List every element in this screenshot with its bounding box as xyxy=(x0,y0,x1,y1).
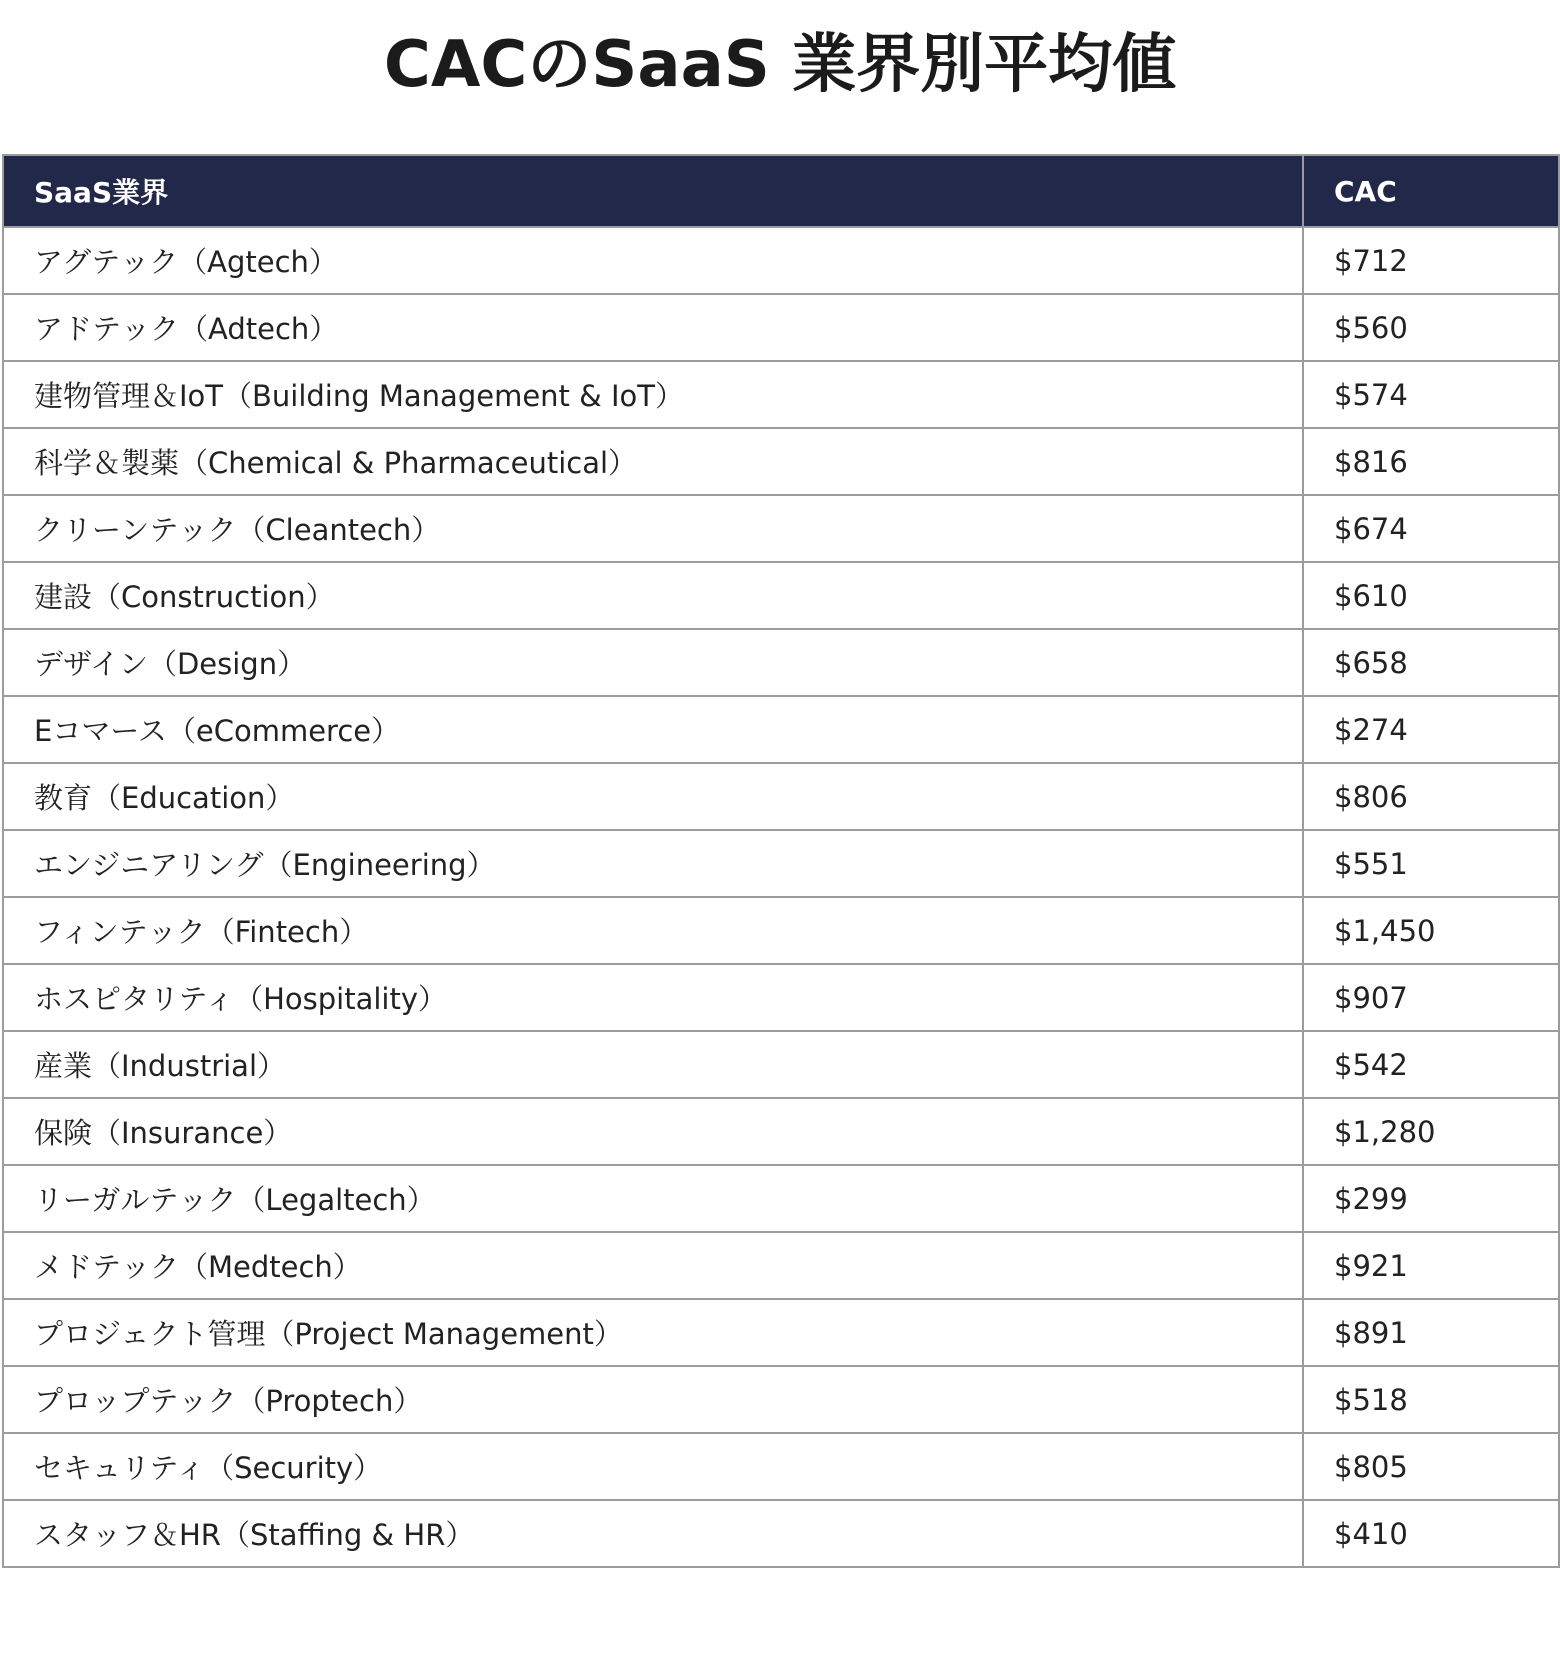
table-row xyxy=(3,830,1559,897)
cac-table xyxy=(2,154,1560,1568)
cac-cell: $560 xyxy=(1303,294,1559,361)
table-body xyxy=(3,227,1559,1567)
column-header-cac: CAC xyxy=(1303,155,1559,227)
industry-cell: フィンテック（Fintech） xyxy=(3,897,1303,964)
industry-cell: プロジェクト管理（Project Management） xyxy=(3,1299,1303,1366)
cac-cell: $274 xyxy=(1303,696,1559,763)
industry-cell: エンジニアリング（Engineering） xyxy=(3,830,1303,897)
cac-cell: $610 xyxy=(1303,562,1559,629)
cac-cell: $921 xyxy=(1303,1232,1559,1299)
industry-cell: スタッフ＆HR（Staffing & HR） xyxy=(3,1500,1303,1567)
cac-cell: $542 xyxy=(1303,1031,1559,1098)
industry-cell: 科学＆製薬（Chemical & Pharmaceutical） xyxy=(3,428,1303,495)
table-row xyxy=(3,1299,1559,1366)
industry-cell: アグテック（Agtech） xyxy=(3,227,1303,294)
table-row xyxy=(3,1433,1559,1500)
cac-cell: $410 xyxy=(1303,1500,1559,1567)
table-row xyxy=(3,1031,1559,1098)
table-row xyxy=(3,1098,1559,1165)
table-row xyxy=(3,361,1559,428)
cac-cell: $551 xyxy=(1303,830,1559,897)
table-row xyxy=(3,763,1559,830)
table-row xyxy=(3,1500,1559,1567)
cac-cell: $518 xyxy=(1303,1366,1559,1433)
table-row xyxy=(3,1232,1559,1299)
table-row xyxy=(3,428,1559,495)
cac-cell: $891 xyxy=(1303,1299,1559,1366)
industry-cell: アドテック（Adtech） xyxy=(3,294,1303,361)
table-header-row xyxy=(3,155,1559,227)
industry-cell: メドテック（Medtech） xyxy=(3,1232,1303,1299)
cac-cell: $658 xyxy=(1303,629,1559,696)
column-header-industry: SaaS業界 xyxy=(3,155,1303,227)
table-row xyxy=(3,562,1559,629)
table-row xyxy=(3,1366,1559,1433)
industry-cell: プロップテック（Proptech） xyxy=(3,1366,1303,1433)
cac-cell: $1,280 xyxy=(1303,1098,1559,1165)
cac-cell: $907 xyxy=(1303,964,1559,1031)
cac-cell: $805 xyxy=(1303,1433,1559,1500)
table-row xyxy=(3,294,1559,361)
industry-cell: リーガルテック（Legaltech） xyxy=(3,1165,1303,1232)
industry-cell: デザイン（Design） xyxy=(3,629,1303,696)
industry-cell: 保険（Insurance） xyxy=(3,1098,1303,1165)
cac-cell: $674 xyxy=(1303,495,1559,562)
cac-cell: $806 xyxy=(1303,763,1559,830)
table-row xyxy=(3,897,1559,964)
table-row xyxy=(3,1165,1559,1232)
cac-cell: $816 xyxy=(1303,428,1559,495)
cac-cell: $299 xyxy=(1303,1165,1559,1232)
cac-cell: $574 xyxy=(1303,361,1559,428)
cac-table-container xyxy=(2,154,1558,1568)
industry-cell: 教育（Education） xyxy=(3,763,1303,830)
table-row xyxy=(3,629,1559,696)
industry-cell: 建物管理＆IoT（Building Management & IoT） xyxy=(3,361,1303,428)
page-title: CACのSaaS 業界別平均値 xyxy=(383,28,1177,102)
table-row xyxy=(3,696,1559,763)
table-row xyxy=(3,495,1559,562)
cac-cell: $712 xyxy=(1303,227,1559,294)
industry-cell: 建設（Construction） xyxy=(3,562,1303,629)
industry-cell: 産業（Industrial） xyxy=(3,1031,1303,1098)
table-row xyxy=(3,964,1559,1031)
industry-cell: クリーンテック（Cleantech） xyxy=(3,495,1303,562)
industry-cell: ホスピタリティ（Hospitality） xyxy=(3,964,1303,1031)
industry-cell: Eコマース（eCommerce） xyxy=(3,696,1303,763)
industry-cell: セキュリティ（Security） xyxy=(3,1433,1303,1500)
table-row xyxy=(3,227,1559,294)
cac-cell: $1,450 xyxy=(1303,897,1559,964)
